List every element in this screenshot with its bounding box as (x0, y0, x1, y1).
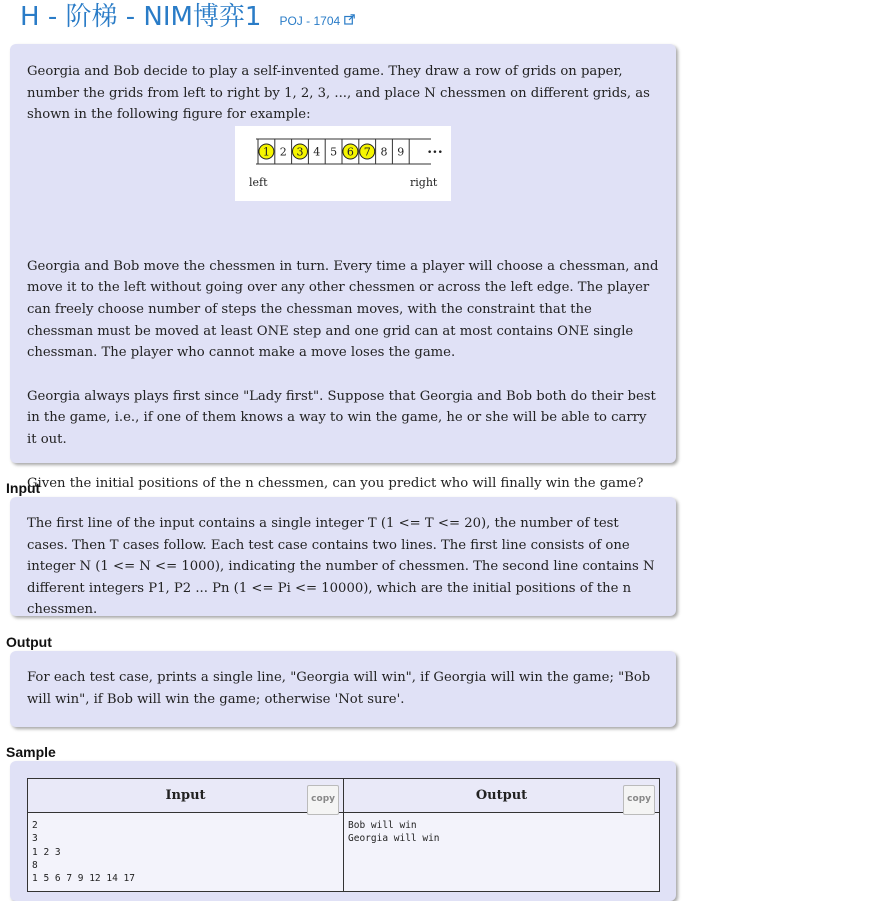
sample-input-header (28, 779, 344, 813)
chessboard-figure (235, 126, 451, 201)
grid-cell-number: 2 (279, 145, 287, 159)
output-panel (10, 651, 676, 727)
description-paragraph-3: Georgia always plays first since "Lady first". Suppose that Georgia and Bob both do their best in the game, i.e., if one of them knows a way to win the game, he or she will be able to carry it out. (27, 388, 656, 447)
sample-output-content: Bob will win Georgia will win (344, 813, 660, 892)
figure-right-label: right (410, 176, 438, 189)
sample-input-header-label: Input (165, 787, 206, 803)
sample-section-label: Sample (6, 744, 56, 760)
figure-ellipsis: ••• (427, 148, 443, 158)
sample-panel (10, 761, 676, 901)
page-title: H - 阶梯 - NIM博弈1 (20, 2, 262, 32)
source-text: POJ - 1704 (279, 14, 341, 28)
grid-cell-number: 5 (330, 145, 338, 159)
input-section-label: Input (6, 480, 41, 496)
input-panel (10, 497, 676, 616)
source-link[interactable] (279, 14, 355, 28)
chessboard-diagram (235, 126, 451, 201)
grid-cell-number: 3 (296, 145, 304, 159)
grid-cell-number: 6 (346, 145, 354, 159)
output-section-label: Output (6, 634, 52, 650)
external-link-icon (344, 14, 355, 28)
problem-header (20, 0, 355, 33)
copy-output-button[interactable]: copy (623, 785, 655, 815)
description-paragraph-2: Georgia and Bob move the chessmen in turn. Every time a player will choose a chessman, and move it to the left without going over any other chessmen or across the left edge. The player can freely choose number of steps the chessman moves, with the constraint that the chessman must be moved at least ONE step and one grid can at most contains ONE single chessman. The player who cannot make a move loses the game. (27, 258, 659, 361)
grid-cell-number: 4 (313, 145, 321, 159)
description-paragraph-4: Given the initial positions of the n chessmen, can you predict who will finally win the game? (27, 475, 644, 491)
sample-output-header-label: Output (475, 787, 528, 803)
input-description: The first line of the input contains a single integer T (1 <= T <= 20), the number of test cases. Then T cases follow. Each test case contains two lines. The first line consists of one integer N (1 <= N <= 1000), indicating the number of chessmen. The second line contains N different integers P1, P2 ... Pn (1 <= Pi <= 10000), which are the initial positions of the n chessmen. (27, 516, 655, 618)
figure-left-label: left (249, 176, 268, 189)
output-description: For each test case, prints a single line, "Georgia will win", if Georgia will win the game; "Bob will win", if Bob will win the game; otherwise 'Not sure'. (27, 670, 651, 707)
description-paragraph-1: Georgia and Bob decide to play a self-invented game. They draw a row of grids on paper, number the grids from left to right by 1, 2, 3, ..., and place N chessmen on different grids, as shown in the following figure for example: (27, 64, 650, 123)
copy-input-button[interactable]: copy (307, 785, 339, 815)
grid-cell-number: 7 (363, 145, 371, 159)
grid-cell-number: 9 (397, 145, 405, 159)
sample-output-header (344, 779, 660, 813)
sample-input-content: 2 3 1 2 3 8 1 5 6 7 9 12 14 17 (28, 813, 344, 892)
grid-cell-number: 1 (262, 145, 270, 159)
grid-cell-number: 8 (380, 145, 388, 159)
sample-table (27, 778, 660, 892)
